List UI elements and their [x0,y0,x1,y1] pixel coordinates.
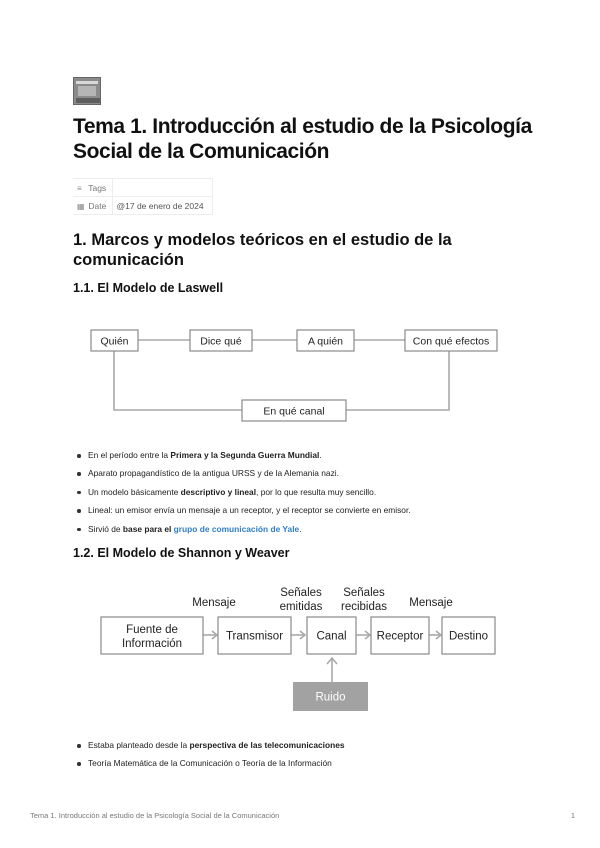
shannon-label-ruido: Ruido [315,691,346,704]
shannon-label-fuente-1: Fuente de [126,624,178,636]
list-icon: ≡ [77,183,82,193]
list-item: Estaba planteado desde la perspectiva de las telecomunicaciones [73,740,345,758]
laswell-label: Dice qué [200,335,242,348]
list-item: Teoría Matemática de la Comunicación o Teoría de la Información [73,758,345,776]
property-key: Date [88,200,107,211]
footer-title: Tema 1. Introducción al estudio de la Psicología Social de la Comunicación [30,811,280,820]
shannon-heading: 1.2. El Modelo de Shannon y Weaver [73,546,290,560]
page-number: 1 [570,811,575,820]
shannon-label-transmisor: Transmisor [225,630,284,643]
label-mensaje-left: Mensaje [192,597,236,609]
label-senales-recibidas-1: Señales [343,587,385,599]
list-item: En el período entre la Primera y la Segunda Guerra Mundial. [73,450,411,468]
laswell-heading: 1.1. El Modelo de Laswell [73,281,224,295]
laswell-label: Con qué efectos [412,335,490,348]
list-item: Aparato propagandístico de la antigua URSS y de la Alemania nazi. [73,468,411,486]
label-mensaje-right: Mensaje [409,597,453,609]
shannon-label-fuente-2: Información [121,638,183,650]
page-title: Tema 1. Introducción al estudio de la Psicología Social de la Comunicación [73,115,532,163]
shannon-label-canal: Canal [316,630,347,643]
shannon-bullets [73,740,345,777]
laswell-label: En qué canal [263,405,325,418]
laswell-label: Quién [100,335,129,348]
shannon-label-destino: Destino [449,630,488,643]
label-senales-emitidas-1: Señales [280,587,322,599]
list-item: Lineal: un emisor envía un mensaje a un receptor, y el receptor se convierte en emisor. [73,505,411,523]
calendar-icon: ▦ [77,201,85,211]
list-item: Sirvió de base para el grupo de comunicación de Yale. [73,524,411,542]
shannon-label-receptor: Receptor [376,630,424,643]
property-key: Tags [88,182,107,193]
laswell-label: A quién [307,335,344,348]
label-senales-emitidas-2: emitidas [279,601,323,613]
yale-group-link[interactable]: grupo de comunicación de Yale [173,523,300,534]
list-item: Un modelo básicamente descriptivo y lineal, por lo que resulta muy sencillo. [73,487,411,505]
label-senales-recibidas-2: recibidas [340,601,388,613]
section-heading: 1. Marcos y modelos teóricos en el estudio de la comunicación [73,231,452,269]
page-footer [30,811,575,820]
property-value[interactable]: @17 de enero de 2024 [112,197,212,215]
